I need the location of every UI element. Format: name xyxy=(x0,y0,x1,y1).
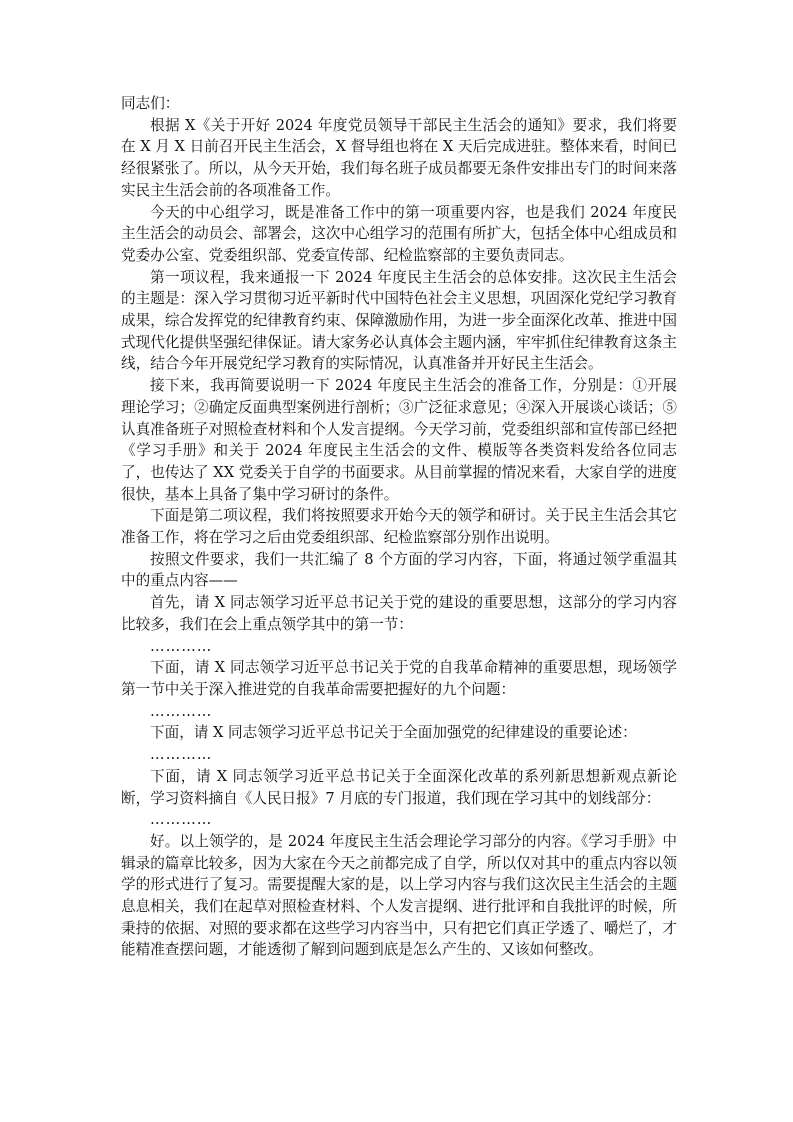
paragraph-notice: 根据 X《关于开好 2024 年度党员领导干部民主生活会的通知》要求，我们将要在 X 月 X 日前召开民主生活会，X 督导组也将在 X 天后完成进驻。整体来看，时间已经很紧张了。所以，从今天开始，我们每名班子成员都要无条件安排出专门的时间来落实民主生活会前的各项准备工作。 xyxy=(121,116,677,199)
paragraph-preparation: 接下来，我再简要说明一下 2024 年度民主生活会的准备工作，分别是：①开展理论学习；②确定反面典型案例进行剖析；③广泛征求意见；④深入开展谈心谈话；⑤认真准备班子对照检查材料和个人发言提纲。今天学习前，党委组织部和宣传部已经把《学习手册》和关于 2024 年度民主生活会的文件、模版等各类资料发给各位同志了，也传达了 XX 党委关于自学的书面要求。从目前掌握的情况来看，大家自学的进度很快，基本上具备了集中学习研讨的条件。 xyxy=(121,377,677,503)
paragraph-agenda-two: 下面是第二项议程，我们将按照要求开始今天的领学和研讨。关于民主生活会其它准备工作，将在学习之后由党委组织部、纪检监察部分别作出说明。 xyxy=(121,507,677,547)
paragraph-lead-study-4: 下面，请 X 同志领学习近平总书记关于全面深化改革的系列新思想新观点新论断，学习资料摘自《人民日报》7 月底的专门报道，我们现在学习其中的划线部分： xyxy=(121,767,677,807)
salutation: 同志们： xyxy=(121,95,180,112)
ellipsis-3: ………… xyxy=(150,746,213,764)
paragraph-lead-study-2: 下面，请 X 同志领学习近平总书记关于党的自我革命精神的重要思想，现场领学第一节中关于深入推进党的自我革命需要把握好的九个问题： xyxy=(121,659,677,698)
ellipsis-2: ………… xyxy=(150,702,213,720)
paragraph-summary: 好。以上领学的，是 2024 年度民主生活会理论学习部分的内容。《学习手册》中辑录的篇章比较多，因为大家在今天之前都完成了自学，所以仅对其中的重点内容以领学的形式进行了复习。需要提醒大家的是，以上学习内容与我们这次民主生活会的主题息息相关，我们在起草对照检查材料、个人发言提纲、进行批评和自我批评的时候，所秉持的依据、对照的要求都在这些学习内容当中，只有把它们真正学透了、嚼烂了，才能精准查摆问题，才能透彻了解到问题到底是怎么产生的、又该如何整改。 xyxy=(121,832,677,959)
paragraph-lead-study-3: 下面，请 X 同志领学习近平总书记关于全面加强党的纪律建设的重要论述： xyxy=(150,724,637,742)
paragraph-agenda-one: 第一项议程，我来通报一下 2024 年度民主生活会的总体安排。这次民主生活会的主题是：深入学习贯彻习近平新时代中国特色社会主义思想，巩固深化党纪学习教育成果，综合发挥党的纪律教育约束、保障激励作用，为进一步全面深化改革、推进中国式现代化提供坚强纪律保证。请大家务必认真体会主题内涵，牢牢抓住纪律教育这条主线，结合今年开展党纪学习教育的实际情况，认真准备并开好民主生活会。 xyxy=(121,268,677,373)
ellipsis-4: ………… xyxy=(150,811,213,829)
ellipsis-1: ………… xyxy=(150,637,213,655)
paragraph-study-content: 按照文件要求，我们一共汇编了 8 个方面的学习内容，下面，将通过领学重温其中的重点内容—— xyxy=(121,550,677,590)
paragraph-lead-study-1: 首先，请 X 同志领学习近平总书记关于党的建设的重要思想，这部分的学习内容比较多，我们在会上重点领学其中的第一节： xyxy=(121,594,677,633)
document-body xyxy=(121,93,677,961)
paragraph-study-session: 今天的中心组学习，既是准备工作中的第一项重要内容，也是我们 2024 年度民主生活会的动员会、部署会，这次中心组学习的范围有所扩大，包括全体中心组成员和党委办公室、党委组织部、党委宣传部、纪检监察部的主要负责同志。 xyxy=(121,203,677,264)
